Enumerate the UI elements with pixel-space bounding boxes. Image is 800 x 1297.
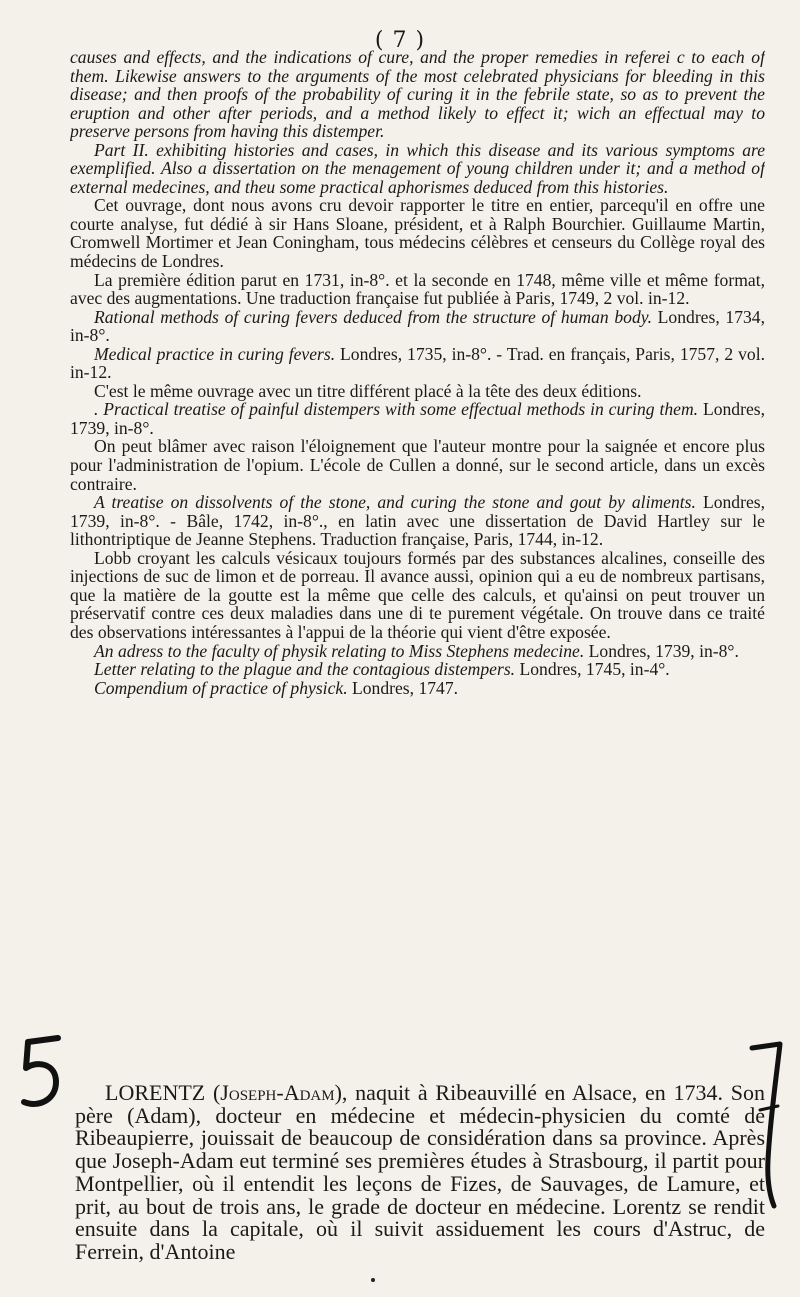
roman-text: Londres, 1739, in-8°.: [70, 399, 765, 438]
roman-text: On peut blâmer avec raison l'éloignement que l'auteur montre pour la saignée et encore plus pour l'administration de l'opium. L'école de Cullen a donné, sur le second article, dans un excès contraire.: [70, 436, 765, 494]
paragraph: [70, 493, 765, 549]
paragraph: [70, 382, 765, 401]
paragraph: [70, 141, 765, 197]
roman-text: La première édition parut en 1731, in-8°. et la seconde en 1748, même ville et même format, avec des augmentations. Une traduction française fut publiée à Paris, 1749, 2 vol. in-12.: [70, 269, 765, 309]
roman-text: Lobb croyant les calculs vésicaux toujours formés par des substances alcalines, conseille des injections de suc de limon et de porreau. Il avance aussi, opinion qui a eu de nombreux partisans, que la matière de la goutte est la même que celle des calculs, et qu'ainsi on peut trouver un préservatif contre ces deux maladies dans une di te purement végétale. On trouve dans ce traité des observations intéressantes à l'appui de la théorie qui vient d'être exposée.: [70, 547, 765, 642]
handwritten-7-mark: [746, 1040, 786, 1210]
italic-title: An adress to the faculty of physik relating to Miss Stephens medecine.: [94, 640, 585, 661]
page-number: ( 7 ): [374, 28, 426, 53]
italic-title: Letter relating to the plague and the contagious distempers.: [94, 659, 516, 680]
italic-title: Compendium of practice of physick.: [94, 677, 348, 698]
paragraph: [70, 642, 765, 661]
italic-title: Medical practice in curing fevers.: [94, 343, 336, 364]
italic-title: causes and effects, and the indications of cure, and the proper remedies in referei c to each of them. Likewise answers to the arguments of the most celebrated physicians for bleeding in this disease; and then proofs of the probability of curing it in the febrile state, so as to prevent the eruption and other after periods, and a method likely to effect it; wich an effectual may to preserve persons from having this distemper.: [70, 48, 765, 142]
paragraph: [70, 345, 765, 382]
paragraph: [70, 196, 765, 270]
paragraph: [70, 308, 765, 345]
roman-text: Londres, 1747.: [347, 677, 459, 698]
lorentz-entry: [75, 1082, 765, 1264]
roman-text: Londres, 1735, in-8°. - Trad. en français, Paris, 1757, 2 vol. in-12.: [70, 343, 765, 383]
entry-given-name: (Joseph-Adam): [212, 1080, 342, 1105]
page-dot: [371, 1278, 375, 1282]
roman-text: Londres, 1739, in-8°. - Bâle, 1742, in-8°., en latin avec une dissertation de David Hartley sur le lithontriptique de Jeanne Stephens. Traduction française, Paris, 1744, in-12.: [70, 492, 765, 550]
roman-text: Londres, 1734, in-8°.: [70, 306, 765, 346]
roman-text: Londres, 1745, in-4°.: [515, 659, 670, 680]
italic-title: Rational methods of curing fevers deduced from the structure of human body.: [94, 306, 653, 327]
paragraph: [70, 48, 765, 141]
roman-text: Londres, 1739, in-8°.: [584, 640, 739, 661]
paragraph: [70, 437, 765, 493]
paragraph: [70, 679, 765, 698]
entry-name: LORENTZ: [105, 1080, 206, 1105]
bibliography-text: [70, 48, 765, 1076]
handwritten-5-mark: [18, 1032, 64, 1114]
italic-title: Part II. exhibiting histories and cases, in which this disease and its various symptoms are exemplified. Also a dissertation on the menagement of young children under it; and a method of external medecines, and theu some practical aphorismes deduced from this histories.: [70, 139, 765, 197]
entry-text: , naquit à Ribeauvillé en Alsace, en 1734. Son père (Adam), docteur en médecine et médecin-physicien du comté de Ribeaupierre, jouissait de beaucoup de considération dans sa province. Après que Joseph-Adam eut terminé ses premières études à Strasbourg, il partit pour Montpellier, où il entendit les leçons de Fizes, de Sauvages, de Lamure, et prit, au bout de trois ans, le grade de docteur en médecine. Lorentz se rendit ensuite dans la capitale, où il suivit assiduement les cours d'Astruc, de Ferrein, d'Antoine: [75, 1080, 766, 1264]
paragraph: [70, 271, 765, 308]
italic-title: . Practical treatise of painful distempers with some effectual methods in curing them.: [94, 399, 699, 420]
paragraph: [70, 549, 765, 642]
paragraph: [70, 400, 765, 437]
roman-text: Cet ouvrage, dont nous avons cru devoir rapporter le titre en entier, parcequ'il en offre une courte analyse, fut dédié à sir Hans Sloane, président, et à Ralph Bourchier. Guillaume Martin, Cromwell Mortimer et Jean Coningham, tous médecins célèbres et censeurs du Collège royal des médecins de Londres.: [70, 195, 765, 272]
roman-text: C'est le même ouvrage avec un titre différent placé à la tête des deux éditions.: [94, 380, 642, 401]
paragraph: [70, 660, 765, 679]
italic-title: A treatise on dissolvents of the stone, and curing the stone and gout by aliments.: [94, 492, 696, 513]
